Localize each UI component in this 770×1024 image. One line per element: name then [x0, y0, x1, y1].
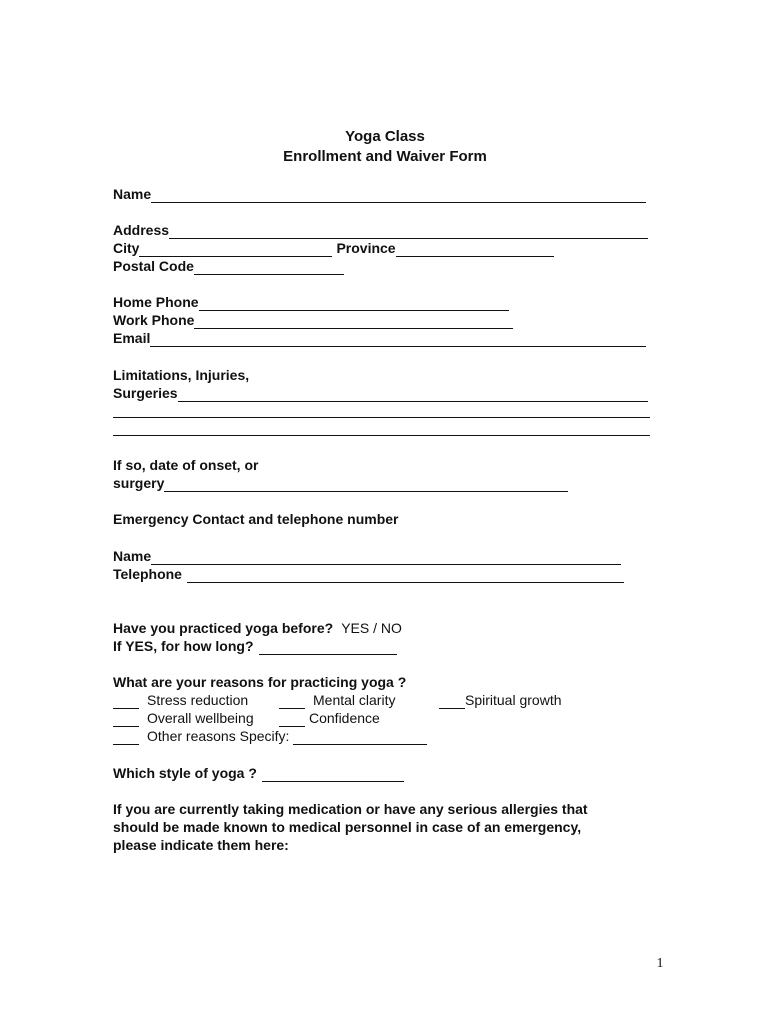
other-field[interactable] [293, 731, 427, 745]
emergency-name-label: Name [113, 548, 152, 564]
reasons-row-1 [113, 691, 562, 709]
spiritual-checkbox[interactable] [439, 695, 465, 709]
form-subtitle: Enrollment and Waiver Form [283, 148, 487, 165]
wellbeing-label: Overall wellbeing [147, 710, 254, 726]
city-label: City [113, 240, 140, 256]
style-row [113, 764, 404, 782]
surgeries-extra-line-2[interactable] [113, 435, 650, 436]
email-field[interactable] [150, 333, 646, 347]
onset-row [113, 474, 568, 492]
practiced-question: Have you practiced yoga before? [113, 620, 334, 636]
email-row [113, 329, 646, 347]
reasons-row-2 [113, 709, 380, 727]
emergency-telephone-field[interactable] [187, 569, 624, 583]
home-phone-label: Home Phone [113, 294, 199, 310]
name-row [113, 185, 646, 203]
city-field[interactable] [139, 243, 332, 257]
province-label: Province [336, 240, 396, 256]
other-checkbox[interactable] [113, 731, 139, 745]
spiritual-label: Spiritual growth [465, 692, 562, 708]
form-title: Yoga Class [345, 128, 425, 145]
style-field[interactable] [262, 768, 404, 782]
page-number: 1 [656, 956, 664, 971]
stress-checkbox[interactable] [113, 695, 139, 709]
how-long-row [113, 637, 397, 655]
mental-checkbox[interactable] [279, 695, 305, 709]
wellbeing-checkbox[interactable] [113, 713, 139, 727]
reasons-question: What are your reasons for practicing yoga ? [113, 674, 407, 690]
address-field[interactable] [169, 225, 648, 239]
surgeries-extra-line-1[interactable] [113, 417, 650, 418]
surgeries-field[interactable] [178, 388, 648, 402]
postal-code-row [113, 257, 344, 275]
emergency-telephone-row [113, 565, 624, 583]
home-phone-field[interactable] [199, 297, 509, 311]
onset-label-2: surgery [113, 475, 165, 491]
onset-label-1: If so, date of onset, or [113, 457, 259, 473]
medication-text-2: should be made known to medical personnel in case of an emergency, [113, 819, 582, 835]
limitations-label: Limitations, Injuries, [113, 367, 250, 383]
home-phone-row [113, 293, 509, 311]
address-row [113, 221, 648, 239]
confidence-label: Confidence [309, 710, 380, 726]
stress-label: Stress reduction [147, 692, 249, 708]
surgeries-label: Surgeries [113, 385, 178, 401]
emergency-telephone-label: Telephone [113, 566, 182, 582]
reasons-row-3 [113, 727, 427, 745]
emergency-name-row [113, 547, 621, 565]
other-label: Other reasons Specify: [147, 728, 290, 744]
city-province-row [113, 239, 554, 257]
medication-text-1: If you are currently taking medication or have any serious allergies that [113, 801, 588, 817]
mental-label: Mental clarity [313, 692, 396, 708]
name-field[interactable] [151, 189, 646, 203]
how-long-field[interactable] [259, 641, 397, 655]
work-phone-field[interactable] [194, 315, 513, 329]
province-field[interactable] [396, 243, 554, 257]
postal-code-label: Postal Code [113, 258, 194, 274]
practiced-options[interactable]: YES / NO [341, 620, 402, 636]
address-label: Address [113, 222, 170, 238]
work-phone-label: Work Phone [113, 312, 195, 328]
emergency-name-field[interactable] [151, 551, 621, 565]
emergency-heading: Emergency Contact and telephone number [113, 511, 399, 527]
medication-text-3: please indicate them here: [113, 837, 289, 853]
surgeries-row [113, 384, 648, 402]
name-label: Name [113, 186, 152, 202]
practiced-row [113, 619, 402, 637]
postal-code-field[interactable] [194, 261, 344, 275]
confidence-checkbox[interactable] [279, 713, 305, 727]
onset-field[interactable] [164, 478, 568, 492]
how-long-label: If YES, for how long? [113, 638, 254, 654]
work-phone-row [113, 311, 513, 329]
email-label: Email [113, 330, 151, 346]
style-question: Which style of yoga ? [113, 765, 257, 781]
